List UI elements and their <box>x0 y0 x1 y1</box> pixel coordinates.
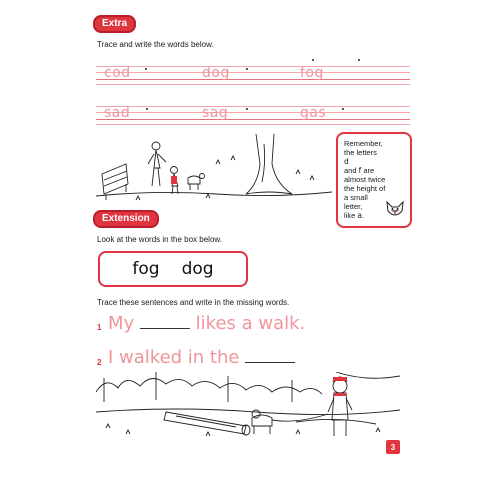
sentence-2 <box>108 347 295 368</box>
sentence-trace-text: likes a walk. <box>195 313 306 334</box>
start-dot <box>312 59 314 61</box>
sentence-number: 1 <box>97 323 102 332</box>
reminder-line: letter, <box>344 202 363 211</box>
reminder-box <box>336 132 412 228</box>
trace-word: cod <box>104 65 131 81</box>
sentence-1 <box>108 313 305 334</box>
reminder-line: a small <box>344 193 368 202</box>
page-number: 3 <box>386 440 400 454</box>
handwriting-row-1[interactable] <box>96 62 410 86</box>
reminder-line: the letters <box>344 148 377 157</box>
handwriting-row-2[interactable] <box>96 102 410 126</box>
trace-word: sag <box>202 105 229 121</box>
reminder-letter-a: a <box>357 211 362 220</box>
trace-word: gas <box>300 105 327 121</box>
trace-word: fog <box>300 65 324 81</box>
reminder-line: the height of <box>344 184 386 193</box>
extra-heading: Extra <box>93 15 136 33</box>
word-box-word: dog <box>181 259 214 279</box>
word-box-word: fog <box>132 259 160 279</box>
trace-word: sad <box>104 105 131 121</box>
extra-instruction: Trace and write the words below. <box>97 40 214 49</box>
winter-walk-illustration <box>96 372 400 442</box>
extension-heading: Extension <box>93 210 159 228</box>
sentence-number: 2 <box>97 358 102 367</box>
start-dot <box>342 108 344 110</box>
start-dot <box>246 108 248 110</box>
word-box <box>98 251 248 287</box>
reminder-letter-f: f <box>358 166 362 175</box>
start-dot <box>246 68 248 70</box>
reminder-line <box>344 157 404 166</box>
park-illustration <box>96 134 332 206</box>
reminder-line: and f are <box>344 166 375 175</box>
reminder-line: Remember, <box>344 139 383 148</box>
start-dot <box>146 108 148 110</box>
sentence-trace-text: My <box>108 313 135 334</box>
trace-word: dog <box>202 65 230 81</box>
reminder-letter-d: d <box>344 157 349 166</box>
start-dot <box>358 59 360 61</box>
extension-instruction: Look at the words in the box below. <box>97 235 222 244</box>
sentence-trace-text: I walked in the <box>108 347 240 368</box>
answer-blank[interactable] <box>245 362 295 363</box>
fox-mascot-icon <box>384 198 406 220</box>
sentence-instruction: Trace these sentences and write in the missing words. <box>97 298 290 307</box>
reminder-line: like a. <box>344 211 365 220</box>
reminder-line: almost twice <box>344 175 386 184</box>
start-dot <box>145 68 147 70</box>
answer-blank[interactable] <box>140 328 190 329</box>
